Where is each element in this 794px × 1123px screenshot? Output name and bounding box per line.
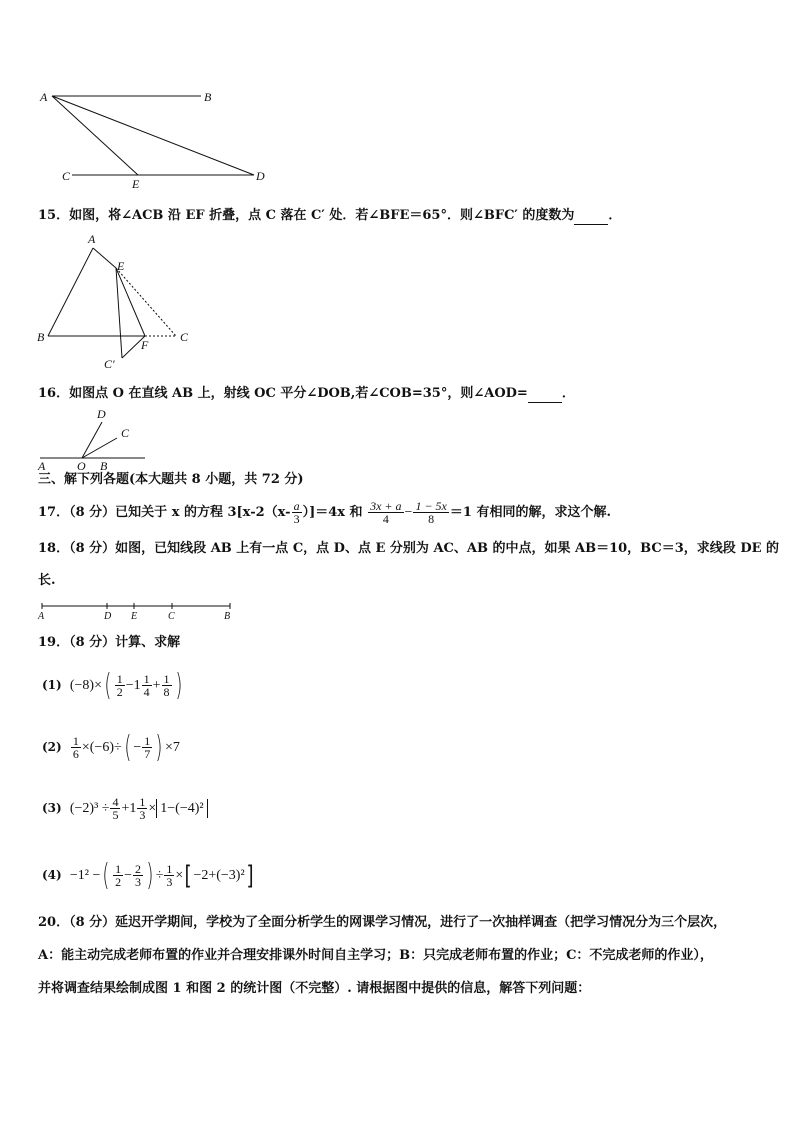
q17-pre: 17．（8 分）已知关于 x 的方程 3[x-2（x- — [38, 505, 291, 520]
label-C-prime: C′ — [104, 357, 115, 371]
question-15 — [38, 208, 621, 225]
item-tag: (1) — [42, 678, 62, 692]
label-O: O — [77, 459, 86, 473]
label-C: C — [121, 426, 130, 440]
label-D: D — [256, 169, 265, 183]
absolute-value: 1−(−4)² — [156, 799, 207, 818]
figure-fold-triangle — [0, 230, 300, 380]
q15-end: ． — [608, 208, 622, 223]
answer-blank[interactable] — [574, 208, 608, 225]
label-A: A — [38, 459, 46, 473]
item-tag: (3) — [42, 801, 62, 815]
label-F: F — [141, 338, 149, 352]
figure-segment — [0, 598, 260, 624]
label-A: A — [38, 611, 45, 622]
label-E: E — [132, 177, 140, 191]
minus-sign: − — [404, 505, 413, 520]
fraction-a-over-3: $\frac{a}{3}$ — [293, 499, 300, 526]
label-A: A — [88, 232, 96, 246]
q15-text: 15．如图，将∠ACB 沿 EF 折叠，点 C 落在 C′ 处．若∠BFE＝65°．则∠BFC′ 的度数为 — [38, 208, 575, 223]
q16-text: 16．如图点 O 在直线 AB 上，射线 OC 平分∠DOB,若∠COB=35°，则∠AOD= — [38, 386, 528, 401]
section-heading: 三、解下列各题(本大题共 8 小题，共 72 分) — [38, 472, 304, 487]
item-tag: (2) — [42, 740, 62, 754]
figure-parallel-lines — [0, 0, 794, 200]
label-C: C — [180, 330, 189, 344]
fraction-2: $\frac{1 - 5x}{8}$ — [415, 499, 447, 526]
label-C: C — [168, 611, 175, 622]
q20-line1: 20．（8 分）延迟开学期间，学校为了全面分析学生的网课学习情况，进行了一次抽样调查（把学习情况分为三个层次， — [38, 915, 727, 930]
expression-1: (1) (−8)×( $\frac{1}{2}$ −1 $\frac{1}{4}$ + $\frac{1}{8}$ ) — [42, 668, 182, 703]
item-tag: (4) — [42, 868, 62, 882]
label-D: D — [97, 407, 106, 421]
question-19-title: 19．（8 分）计算、求解 — [38, 635, 181, 650]
question-20 — [38, 906, 758, 1005]
label-D: D — [104, 611, 112, 622]
expression-3: (3) (−2)³ ÷ $\frac{4}{5}$ +1 $\frac{1}{3}$ × 1−(−4)² — [42, 796, 208, 821]
label-E: E — [131, 611, 138, 622]
fraction-1: $\frac{3x + a}{4}$ — [370, 499, 402, 526]
question-18-line1: 18．（8 分）如图，已知线段 AB 上有一点 C，点 D、点 E 分别为 AC、AB 的中点，如果 AB＝10，BC＝3，求线段 DE 的 — [38, 541, 780, 556]
label-A: A — [40, 90, 48, 104]
expr-part: (−8)× — [69, 678, 102, 693]
label-B: B — [37, 330, 45, 344]
q20-line3: 并将调查结果绘制成图 1 和图 2 的统计图（不完整）. 请根据图中提供的信息，解答下列问题： — [38, 981, 591, 996]
label-B: B — [224, 611, 231, 622]
answer-blank[interactable] — [528, 386, 562, 403]
q17-post: ＝1 有相同的解，求这个解. — [449, 505, 611, 520]
q20-line2: A：能主动完成老师布置的作业并合理安排课外时间自主学习；B：只完成老师布置的作业；C：不完成老师的作业）， — [38, 948, 713, 963]
figure-angle-rays — [0, 400, 200, 472]
question-18-line2: 长. — [38, 573, 56, 588]
label-C: C — [62, 169, 71, 183]
label-B: B — [204, 90, 212, 104]
question-17 — [38, 494, 611, 532]
label-B: B — [100, 459, 108, 473]
expression-4: (4) −1² −( $\frac{1}{2}$ − $\frac{2}{3}$ ) ÷ $\frac{1}{3}$ ×[ −2+(−3)²] — [42, 858, 254, 893]
q16-end: ． — [561, 386, 575, 401]
q17-mid: ）]＝4x 和 — [302, 505, 363, 520]
expression-2: (2) $\frac{1}{6}$ ×(−6)÷( − $\frac{1}{7}$ ) ×7 — [42, 730, 180, 765]
label-E: E — [117, 259, 125, 273]
